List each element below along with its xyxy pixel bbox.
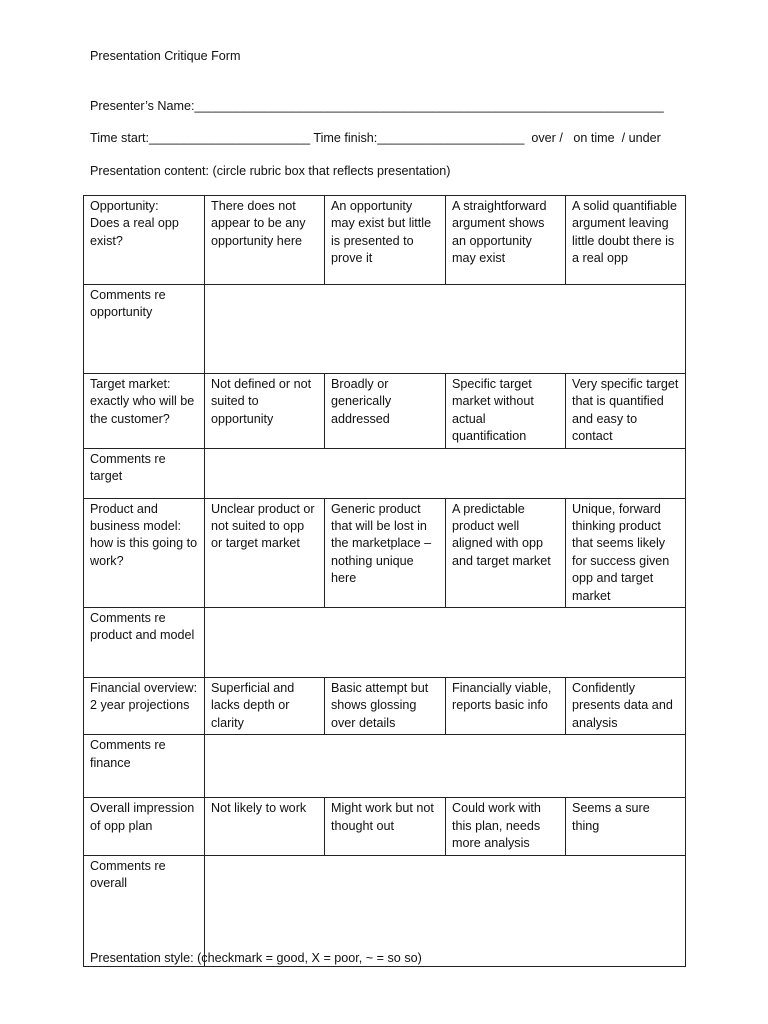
rubric-cell[interactable]: Broadly or generically addressed (325, 374, 446, 449)
criterion-label: Target market: exactly who will be the customer? (84, 374, 205, 449)
rubric-cell[interactable]: A straightforward argument shows an opportunity may exist (446, 196, 566, 285)
comment-row-opportunity (84, 285, 686, 374)
criterion-label: Overall impression of opp plan (84, 798, 205, 855)
rubric-cell[interactable]: Basic attempt but shows glossing over details (325, 678, 446, 735)
comment-field[interactable] (205, 448, 686, 498)
rubric-cell[interactable]: Very specific target that is quantified and easy to contact (566, 374, 686, 449)
presenter-name-line: Presenter’s Name:___________________________________________________________________ (90, 99, 664, 113)
rubric-cell[interactable]: A solid quantifiable argument leaving little doubt there is a real opp (566, 196, 686, 285)
content-instruction: Presentation content: (circle rubric box that reflects presentation) (90, 164, 451, 178)
criterion-text: Opportunity: Does a real opp exist? (90, 199, 179, 248)
comment-field[interactable] (205, 285, 686, 374)
rubric-cell[interactable]: Specific target market without actual quantification (446, 374, 566, 449)
rubric-cell[interactable]: There does not appear to be any opportunity here (205, 196, 325, 285)
rubric-cell[interactable]: Superficial and lacks depth or clarity (205, 678, 325, 735)
comment-row-product (84, 608, 686, 678)
comment-label: Comments re target (84, 448, 205, 498)
rubric-cell[interactable]: Could work with this plan, needs more analysis (446, 798, 566, 855)
rubric-cell[interactable]: Not likely to work (205, 798, 325, 855)
rubric-table (83, 195, 686, 967)
comment-row-target (84, 448, 686, 498)
rubric-cell[interactable]: Unique, forward thinking product that seems likely for success given opp and target market (566, 498, 686, 607)
comment-label: Comments re opportunity (84, 285, 205, 374)
comment-row-finance (84, 735, 686, 798)
criterion-label (84, 678, 205, 735)
rubric-row-product (84, 498, 686, 607)
comment-label: Comments re product and model (84, 608, 205, 678)
time-line: Time start:_______________________ Time finish:_____________________ over / on time / under (90, 131, 661, 145)
rubric-row-overall (84, 798, 686, 855)
rubric-cell[interactable]: Seems a sure thing (566, 798, 686, 855)
rubric-cell[interactable]: Not defined or not suited to opportunity (205, 374, 325, 449)
rubric-cell[interactable]: Might work but not thought out (325, 798, 446, 855)
rubric-cell[interactable]: Generic product that will be lost in the marketplace – nothing unique here (325, 498, 446, 607)
comment-field[interactable] (205, 735, 686, 798)
rubric-row-finance (84, 678, 686, 735)
rubric-cell[interactable]: Unclear product or not suited to opp or target market (205, 498, 325, 607)
comment-label: Comments re finance (84, 735, 205, 798)
rubric-cell[interactable]: Confidently presents data and analysis (566, 678, 686, 735)
criterion-text: Financial overview: 2 year projections (90, 681, 198, 713)
rubric-cell[interactable]: Financially viable, reports basic info (446, 678, 566, 735)
rubric-cell[interactable]: An opportunity may exist but little is presented to prove it (325, 196, 446, 285)
style-instruction: Presentation style: (checkmark = good, X = poor, ~ = so so) (90, 951, 422, 965)
rubric-row-target (84, 374, 686, 449)
comment-field[interactable] (205, 608, 686, 678)
criterion-label (84, 196, 205, 285)
rubric-row-opportunity (84, 196, 686, 285)
comment-label: Comments re overall (84, 855, 205, 966)
rubric-cell[interactable]: A predictable product well aligned with opp and target market (446, 498, 566, 607)
form-title: Presentation Critique Form (90, 49, 241, 63)
criterion-label: Product and business model: how is this going to work? (84, 498, 205, 607)
